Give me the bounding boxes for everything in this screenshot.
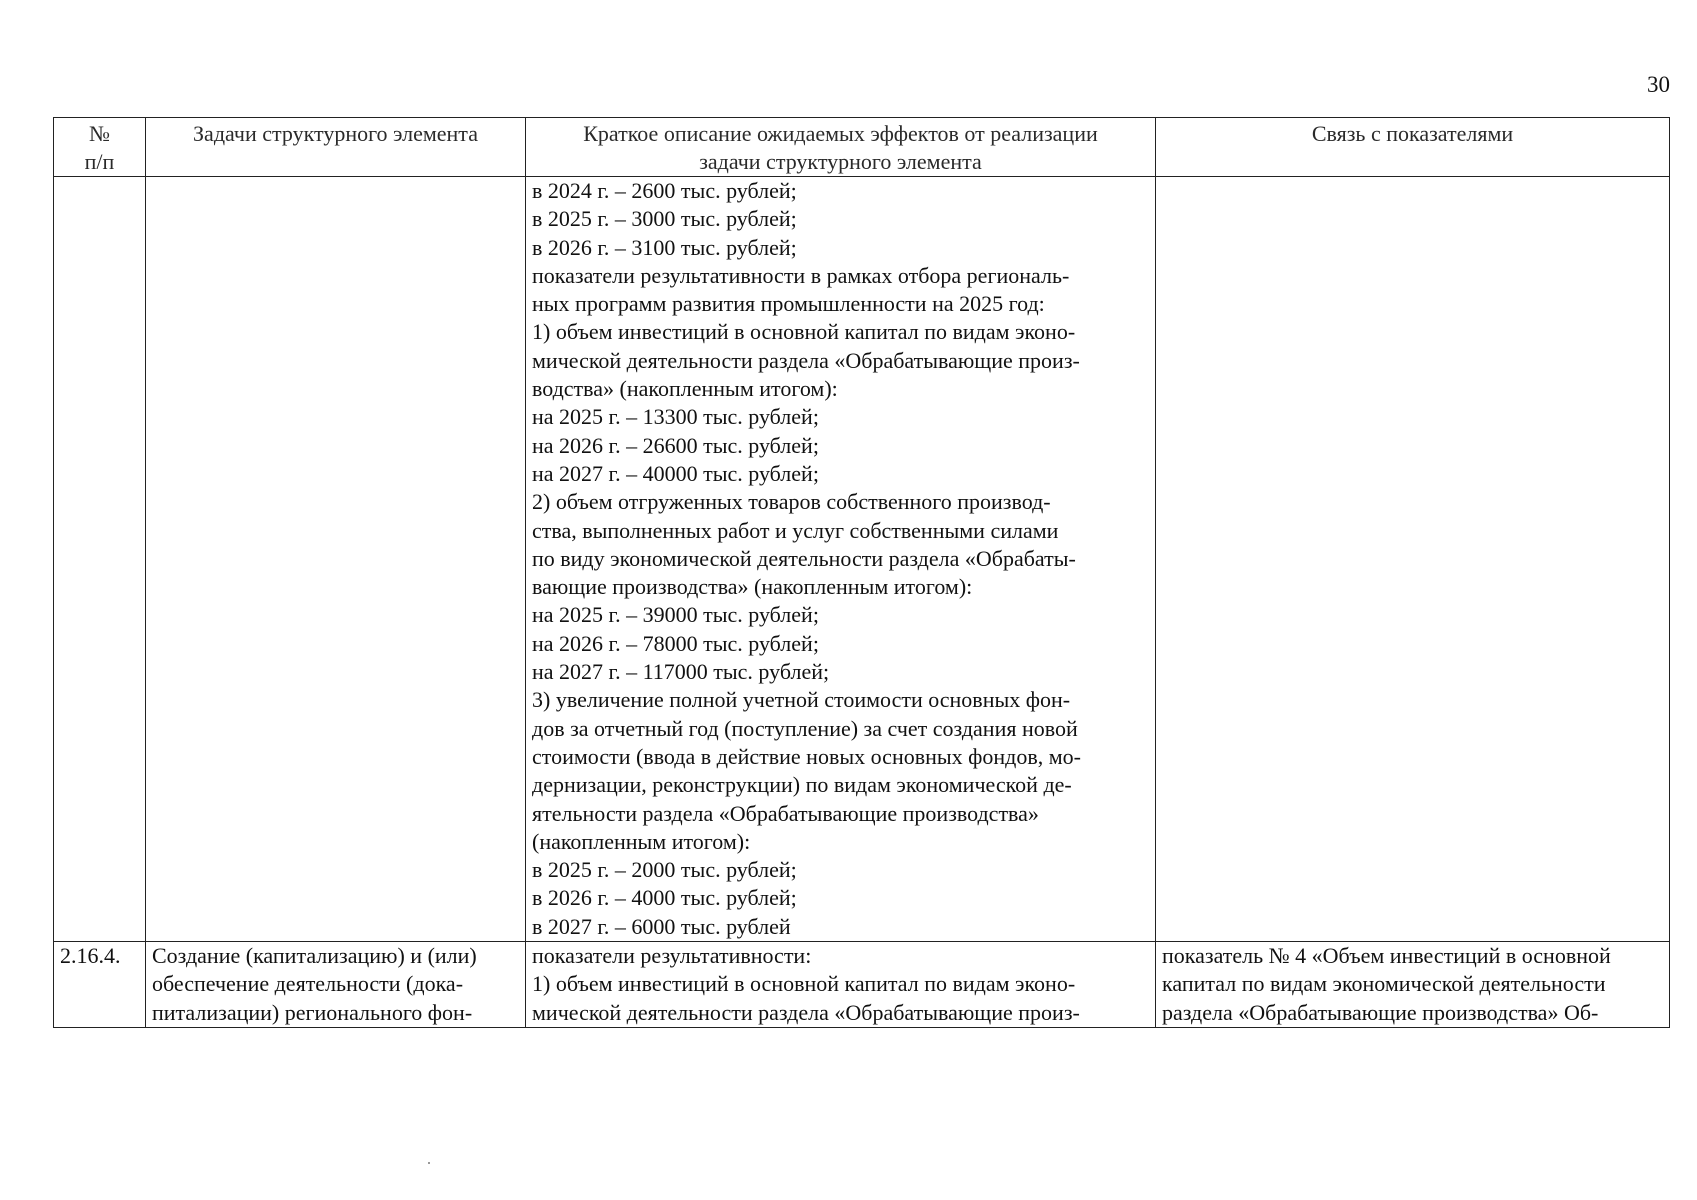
desc-line: водства» (накопленным итогом): [532,376,838,402]
link-line-1: показатель № 4 «Объем инвестиций в основной [1162,943,1611,969]
table-header-row [54,118,1670,177]
continued-link-cell [1156,177,1670,942]
desc-line: мической деятельности раздела «Обрабатывающие произ- [532,347,1080,373]
desc-line-1: показатели результативности: [532,943,812,969]
desc-line: в 2026 г. – 3100 тыс. рублей; [532,234,797,260]
desc-line: по виду экономической деятельности раздела «Обрабаты- [532,545,1076,571]
desc-line: на 2026 г. – 78000 тыс. рублей; [532,630,819,656]
desc-line: ных программ развития промышленности на 2025 год: [532,291,1045,317]
header-link [1156,118,1670,177]
desc-line-3: мической деятельности раздела «Обрабатывающие произ- [532,999,1080,1025]
header-task-line-1: Задачи структурного элемента [193,121,478,146]
link-line-2: капитал по видам экономической деятельности [1162,971,1606,997]
desc-line: в 2026 г. – 4000 тыс. рублей; [532,885,797,911]
continued-num-cell [54,177,146,942]
task-line-2: обеспечение деятельности (дока- [152,971,464,997]
header-link-line-1: Связь с показателями [1311,121,1514,146]
desc-line: стоимости (ввода в действие новых основных фондов, мо- [532,743,1082,769]
desc-line: на 2025 г. – 13300 тыс. рублей; [532,404,819,430]
desc-line-2: 1) объем инвестиций в основной капитал по видам эконо- [532,971,1076,997]
desc-line: в 2025 г. – 2000 тыс. рублей; [532,857,797,883]
row-task-cell [146,942,526,1028]
tasks-table [53,117,1670,1028]
desc-line: (накопленным итогом): [532,828,751,854]
link-line-3: раздела «Обрабатывающие производства» Об- [1162,999,1599,1025]
desc-line: 1) объем инвестиций в основной капитал по видам эконо- [532,319,1076,345]
desc-line: 3) увеличение полной учетной стоимости основных фон- [532,687,1071,713]
desc-line: дов за отчетный год (поступление) за счет создания новой [532,715,1078,741]
task-line-1: Создание (капитализацию) и (или) [152,943,477,969]
header-num [54,118,146,177]
continued-task-cell [146,177,526,942]
row-desc-cell [526,942,1156,1028]
desc-line: на 2026 г. – 26600 тыс. рублей; [532,432,819,458]
scan-speck [428,1162,430,1164]
page-number: 30 [1647,72,1670,97]
desc-line: в 2025 г. – 3000 тыс. рублей; [532,206,797,232]
desc-line: в 2024 г. – 2600 тыс. рублей; [532,178,797,203]
table-row-continued [54,177,1670,942]
desc-line: показатели результативности в рамках отбора региональ- [532,262,1070,288]
header-desc-line-2: задачи структурного элемента [699,149,982,174]
row-num-cell [54,942,146,1028]
desc-line: на 2027 г. – 117000 тыс. рублей; [532,659,830,685]
task-line-3: питализации) регионального фон- [152,999,473,1025]
continued-desc-lines [532,177,1149,941]
row-number: 2.16.4. [60,943,121,969]
desc-line: ства, выполненных работ и услуг собственными силами [532,517,1059,543]
desc-line: 2) объем отгруженных товаров собственного производ- [532,489,1051,515]
desc-line: в 2027 г. – 6000 тыс. рублей [532,913,791,939]
header-desc-line-1: Краткое описание ожидаемых эффектов от реализации [583,121,1098,146]
header-num-line-2: п/п [84,149,115,174]
desc-line: на 2027 г. – 40000 тыс. рублей; [532,460,819,486]
header-task [146,118,526,177]
desc-line: ятельности раздела «Обрабатывающие производства» [532,800,1039,826]
table-row-2-16-4 [54,942,1670,1028]
desc-line: дернизации, реконструкции) по видам экономической де- [532,772,1072,798]
row-link-cell [1156,942,1670,1028]
header-desc [526,118,1156,177]
header-num-line-1: № [89,121,110,146]
desc-line: на 2025 г. – 39000 тыс. рублей; [532,602,819,628]
desc-line: вающие производства» (накопленным итогом): [532,574,973,600]
continued-desc-cell [526,177,1156,942]
